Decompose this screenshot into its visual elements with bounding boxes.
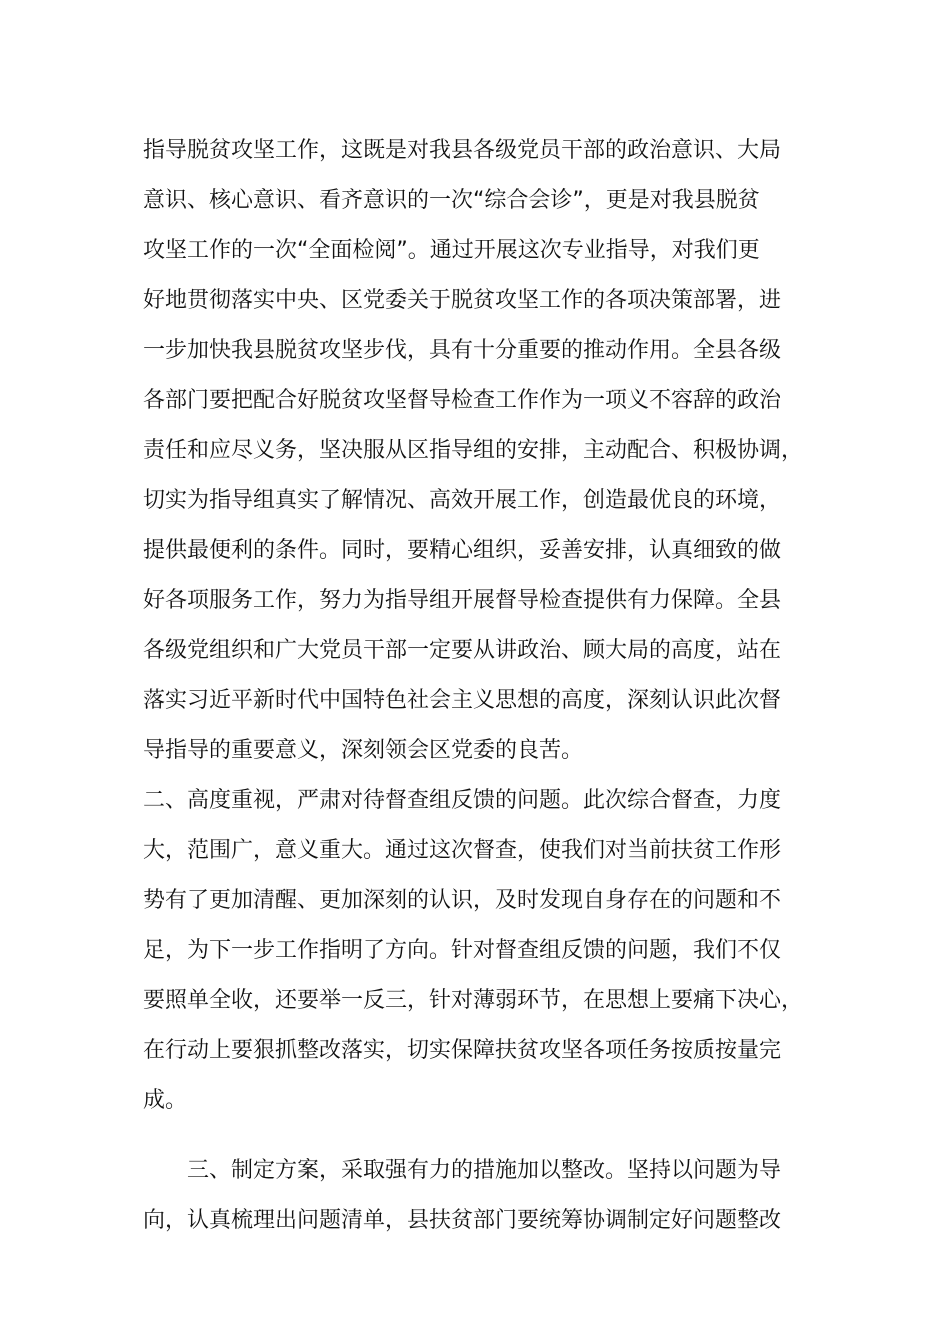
section-heading-line: 三、制定方案，采取强有力的措施加以整改。坚持以问题为导 bbox=[187, 1158, 782, 1183]
text-line: 导指导的重要意义，深刻领会区党委的良苦。 bbox=[143, 738, 584, 763]
text-line: 好地贯彻落实中央、区党委关于脱贫攻坚工作的各项决策部署，进 bbox=[143, 288, 782, 313]
section-heading-line: 二、高度重视，严肃对待督查组反馈的问题。此次综合督查，力度 bbox=[143, 788, 782, 813]
text-line: 好各项服务工作，努力为指导组开展督导检查提供有力保障。全县 bbox=[143, 588, 782, 613]
text-line: 势有了更加清醒、更加深刻的认识，及时发现自身存在的问题和不 bbox=[143, 888, 782, 913]
text-line: 向，认真梳理出问题清单，县扶贫部门要统筹协调制定好问题整改 bbox=[143, 1208, 782, 1233]
text-line: 成。 bbox=[143, 1088, 188, 1113]
text-line: 大，范围广，意义重大。通过这次督查，使我们对当前扶贫工作形 bbox=[143, 838, 782, 863]
text-line: 各级党组织和广大党员干部一定要从讲政治、顾大局的高度，站在 bbox=[143, 638, 782, 663]
text-line: 攻坚工作的一次“全面检阅”。通过开展这次专业指导，对我们更 bbox=[143, 238, 760, 263]
text-line: 落实习近平新时代中国特色社会主义思想的高度，深刻认识此次督 bbox=[143, 688, 782, 713]
text-line: 在行动上要狠抓整改落实，切实保障扶贫攻坚各项任务按质按量完 bbox=[143, 1038, 782, 1063]
text-line: 各部门要把配合好脱贫攻坚督导检查工作作为一项义不容辞的政治 bbox=[143, 388, 782, 413]
text-line: 切实为指导组真实了解情况、高效开展工作，创造最优良的环境， bbox=[143, 488, 782, 513]
text-line: 指导脱贫攻坚工作，这既是对我县各级党员干部的政治意识、大局 bbox=[143, 138, 782, 163]
text-line: 责任和应尽义务，坚决服从区指导组的安排，主动配合、积极协调， bbox=[143, 438, 804, 463]
text-line: 提供最便利的条件。同时，要精心组织，妥善安排，认真细致的做 bbox=[143, 538, 782, 563]
text-line: 要照单全收，还要举一反三，针对薄弱环节，在思想上要痛下决心， bbox=[143, 988, 804, 1013]
text-line: 意识、核心意识、看齐意识的一次“综合会诊”，更是对我县脱贫 bbox=[143, 188, 760, 213]
body-text bbox=[143, 126, 813, 1246]
paragraph-gap bbox=[143, 1126, 813, 1146]
text-line: 足，为下一步工作指明了方向。针对督查组反馈的问题，我们不仅 bbox=[143, 938, 782, 963]
text-line: 一步加快我县脱贫攻坚步伐，具有十分重要的推动作用。全县各级 bbox=[143, 338, 782, 363]
